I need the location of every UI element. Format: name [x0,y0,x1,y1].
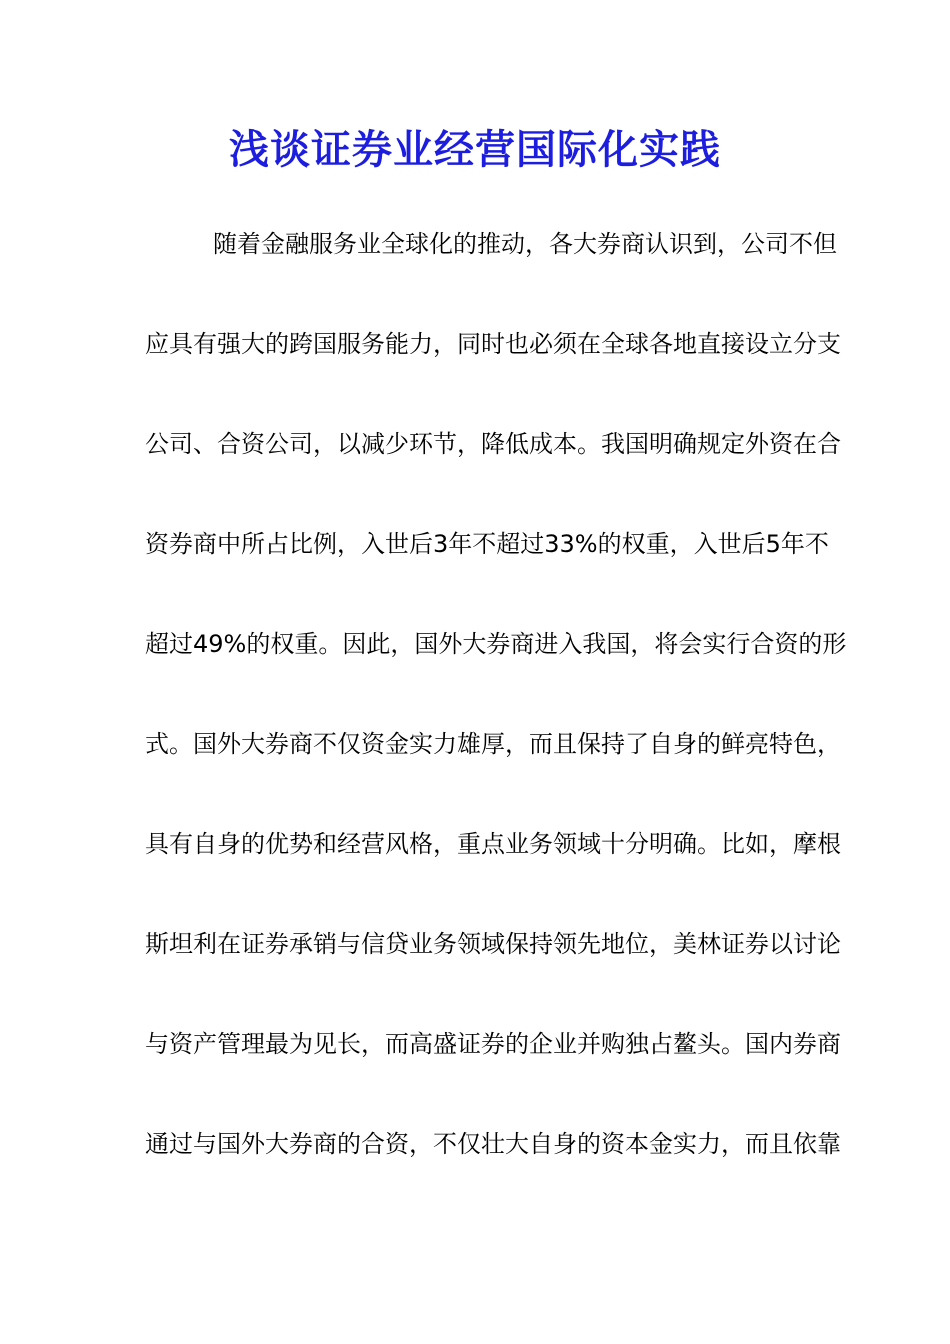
paragraph-line: 与资产管理最为见长，而高盛证券的企业并购独占鳌头。国内券商 [145,1030,841,1058]
paragraph-line: 公司、合资公司，以减少环节，降低成本。我国明确规定外资在合 [145,430,841,458]
document-title: 浅谈证券业经营国际化实践 [229,126,721,173]
paragraph-line: 斯坦利在证券承销与信贷业务领域保持领先地位，美林证券以讨论 [145,930,841,958]
paragraph-line: 应具有强大的跨国服务能力，同时也必须在全球各地直接设立分支 [145,330,841,358]
paragraph-line: 超过49%的权重。因此，国外大券商进入我国，将会实行合资的形 [145,630,847,658]
body-paragraph [145,216,847,1216]
paragraph-line: 式。国外大券商不仅资金实力雄厚，而且保持了自身的鲜亮特色， [145,730,841,758]
paragraph-line: 通过与国外大券商的合资，不仅壮大自身的资本金实力，而且依靠 [145,1130,841,1158]
paragraph-line: 资券商中所占比例，入世后3年不超过33%的权重，入世后5年不 [145,530,829,558]
paragraph-line: 具有自身的优势和经营风格，重点业务领域十分明确。比如，摩根 [145,830,841,858]
paragraph-line: 随着金融服务业全球化的推动，各大券商认识到，公司不但 [213,230,837,258]
